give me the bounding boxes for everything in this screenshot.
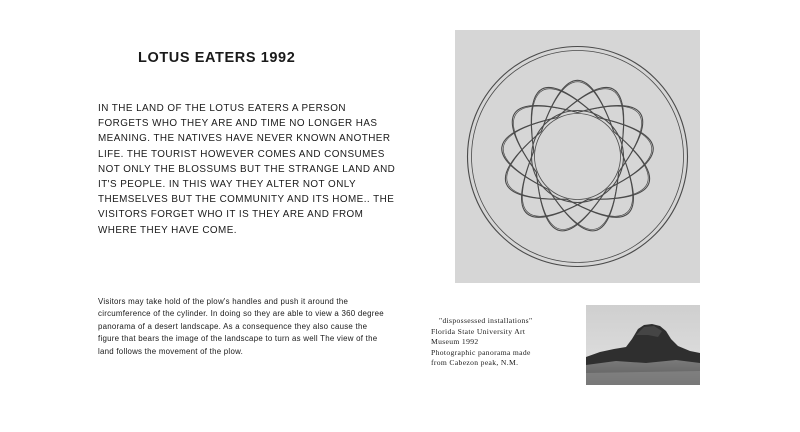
landscape-photo-svg	[586, 305, 700, 385]
photo-caption	[431, 316, 581, 369]
artist-statement: IN THE LAND OF THE LOTUS EATERS A PERSON FORGETS WHO THEY ARE AND TIME NO LONGER HAS MEANING. THE NATIVES HAVE NEVER KNOWN ANOTHER LIFE. THE TOURIST HOWEVER COMES AND CONSUMES NOT ONLY THE BLOSSUMS BUT THE STRANGE LAND AND IT'S PEOPLE. IN THIS WAY THEY ALTER NOT ONLY THEMSELVES BUT THE COMMUNITY AND ITS HOME.. THE VISITORS FORGET WHO IT IS THEY ARE AND FROM WHERE THEY HAVE COME.	[98, 103, 396, 236]
caption-description: Photographic panorama made	[431, 347, 531, 357]
lotus-drawing	[455, 30, 700, 283]
visitor-instructions: Visitors may take hold of the plow's handles and push it around the circumference of the cylinder. In doing so they are able to view a 360 degree panorama of a desert landscape. As a consequence they also cause the figure that bears the image of the landscape to turn as well The view of the land follows the movement of the plow.	[98, 297, 384, 356]
caption-location: from Cabezon peak, N.M.	[431, 358, 519, 368]
cabezon-peak-photo	[586, 305, 700, 385]
page-title: LOTUS EATERS 1992	[138, 50, 296, 66]
caption-title: "dispossessed installations"	[439, 316, 533, 325]
caption-venue: Florida State University Art	[431, 326, 526, 336]
rosette-drawing-svg	[455, 30, 700, 283]
caption-venue-year: Museum 1992	[431, 337, 479, 347]
